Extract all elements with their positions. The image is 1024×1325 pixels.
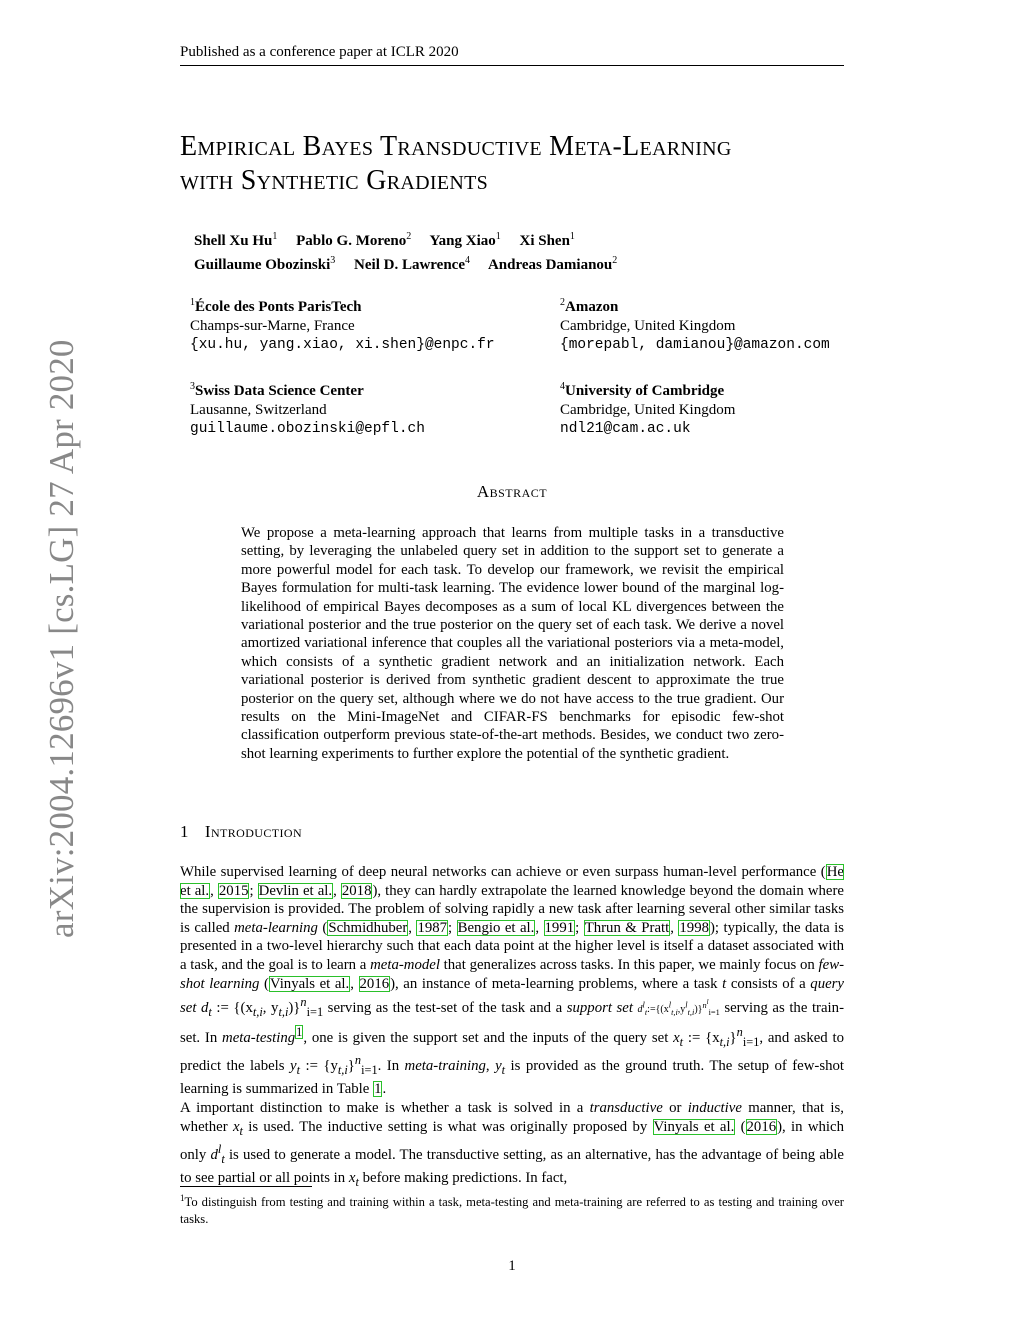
text: that generalizes across tasks. In this paper, we mainly focus on [439, 956, 819, 973]
author-sup: 1 [569, 231, 575, 242]
author: Andreas Damianou [487, 257, 613, 273]
math-sub: t [208, 1005, 212, 1020]
math: x [232, 1118, 240, 1135]
citation-link[interactable]: 1991 [544, 919, 575, 936]
citation-link[interactable]: 2018 [341, 882, 372, 899]
affiliation-1 [190, 293, 495, 355]
header-rule [180, 65, 844, 66]
arxiv-stamp: arXiv:2004.12696v1 [cs.LG] 27 Apr 2020 [42, 339, 81, 938]
math-sub: i=1 [742, 1034, 760, 1049]
citation-link[interactable]: Devlin et al. [258, 882, 333, 899]
text: is used. The inductive setting is what was originally proposed by [242, 1118, 653, 1135]
citation-link[interactable]: Bengio et al. [457, 919, 535, 936]
text: ( [735, 1118, 746, 1135]
text: , [485, 1058, 496, 1075]
text: serving as the test-set of the task and a [323, 1000, 567, 1017]
aff-email[interactable]: {xu.hu, yang.xiao, xi.shen}@enpc.fr [190, 337, 495, 353]
text: , [350, 975, 359, 992]
citation-link[interactable]: Thrun & Pratt [584, 919, 670, 936]
emphasis: query set [180, 975, 844, 1017]
emphasis: meta-testing [222, 1029, 296, 1046]
aff-email[interactable]: ndl21@cam.ac.uk [560, 421, 691, 437]
text: consists of a [726, 975, 811, 992]
author: Yang Xiao [429, 233, 496, 249]
aff-name: University of Cambridge [565, 383, 725, 399]
citation-link[interactable]: 2016 [359, 975, 390, 992]
text: manner, that is, whether [180, 1100, 845, 1135]
text: ( [317, 919, 328, 936]
title-line-1: Empirical Bayes Transductive Meta-Learning [180, 131, 732, 162]
math-sup: l [642, 1000, 645, 1010]
math-sub: t,i [337, 1063, 348, 1078]
aff-name: Swiss Data Science Center [195, 383, 364, 399]
math: := {x [683, 1029, 720, 1046]
citation-link[interactable]: 1987 [417, 919, 448, 936]
math-sup: n [736, 1024, 743, 1039]
math-labels [290, 1053, 378, 1078]
footnote-number: 1 [180, 1193, 185, 1203]
text: , [333, 882, 341, 899]
text: ; [249, 882, 258, 899]
affiliation-4 [560, 377, 735, 439]
math-sub: t [296, 1063, 301, 1078]
table-link[interactable]: 1 [374, 1080, 382, 1097]
math-query-set [201, 995, 324, 1020]
text: , [535, 919, 544, 936]
math-sup: n [354, 1053, 362, 1068]
math: x [673, 1029, 680, 1046]
math-sub: t,i [671, 1008, 678, 1018]
intro-paragraph-2 [180, 1099, 844, 1191]
abstract-heading: Abstract [476, 482, 548, 501]
math-sub: t [221, 1152, 225, 1167]
abstract-body: We propose a meta-learning approach that learns from multiple tasks in a transductive setting, by leveraging the unlabeled query set in addition to the support set to generate a more powerful model for each task. To develop our framework, we revisit the empirical Bayes formulation for multi-task learning. The evidence lower bound of the marginal log-likelihood of empirical Bayes decomposes as a sum of local KL divergences between the variational posterior and the true posterior on the query set of each task. We derive a novel amortized variational inference that couples all the variational posteriors via a meta-model, which consists of a synthetic gradient network and an initialization network. Each variational posterior is derived from synthetic gradient descent to approximate the true posterior on the query set, although where we do not have access to the true gradient. Our results on the Mini-ImageNet and CIFAR-FS benchmarks for episodic few-shot classification outperform previous state-of-the-art methods. Besides, we conduct two zero-shot learning experiments to further explore the potential of the synthetic gradient. [241, 525, 784, 762]
math-sub: t [501, 1063, 506, 1078]
math: t [722, 975, 727, 992]
math-query-inputs [673, 1024, 760, 1049]
math-sub: t [239, 1123, 243, 1138]
citation-link[interactable]: Schmidhuber [328, 919, 408, 936]
text: . In [377, 1058, 405, 1075]
text: While supervised learning of deep neural networks can achieve or even surpass human-level performance ( [180, 864, 826, 880]
author-line-2 [194, 251, 617, 275]
text: , and asked to predict the labels [180, 1029, 844, 1075]
math: ,y [677, 1004, 686, 1016]
text: ), they can hardly extrapolate the learned knowledge beyond the domain where the supervision is provided. The problem of solving rapidly a new task after learning several other similar tasks is called [180, 882, 844, 936]
math-sup: n [300, 995, 307, 1010]
math-sup: l [668, 1000, 672, 1010]
affiliation-3 [190, 377, 425, 439]
author-line-1 [194, 227, 617, 251]
citation-link[interactable]: Vinyals et al. [653, 1118, 735, 1135]
text: is used to generate a model. The transductive setting, as an alternative, has the advantage of being able to see partial or all points in [180, 1147, 844, 1186]
emphasis: few-shot learning [180, 956, 844, 992]
aff-sup: 2 [560, 297, 565, 308]
math: n [702, 1000, 707, 1010]
math-sub: i=1 [708, 1008, 720, 1018]
paper-title [180, 130, 860, 198]
footnote-link[interactable]: 1 [296, 1024, 303, 1039]
text: , [210, 882, 218, 899]
math-sub: i=1 [361, 1063, 378, 1078]
math-sub: t,i [252, 1005, 263, 1020]
math-sup: l [217, 1142, 222, 1157]
citation-link[interactable]: He et al. [180, 864, 844, 899]
math: d [637, 1004, 643, 1016]
math: :={(x [647, 1004, 669, 1016]
aff-place: Cambridge, United Kingdom [560, 318, 736, 334]
aff-name: Amazon [565, 299, 619, 315]
math: x [348, 1169, 356, 1186]
text: ( [259, 975, 269, 992]
text: ), an instance of meta-learning problems, where a task [390, 975, 723, 992]
math-sub: t [355, 1174, 359, 1189]
aff-sup: 3 [190, 381, 195, 392]
author-sup: 4 [465, 255, 470, 266]
citation-link[interactable]: Vinyals et al. [269, 975, 350, 992]
text: . [382, 1080, 387, 1097]
math-sub: t,i [719, 1034, 730, 1049]
author-sup: 3 [330, 255, 336, 266]
text: , [670, 919, 679, 936]
title-line-2: with Synthetic Gradients [180, 165, 489, 196]
affiliation-2 [560, 293, 830, 355]
math: )} [288, 1000, 301, 1017]
author: Shell Xu Hu [194, 233, 273, 249]
math-sub: t [644, 1008, 648, 1018]
author: Guillaume Obozinski [194, 257, 331, 273]
math-sub: t [679, 1034, 684, 1049]
footnote-text: To distinguish from testing and training within a task, meta-testing and meta-training are referred to as testing and training over tasks. [180, 1195, 844, 1226]
math-sup: l [685, 1000, 688, 1010]
math: y [495, 1058, 502, 1075]
math: y [290, 1058, 297, 1075]
author: Neil D. Lawrence [354, 257, 465, 273]
page-number: 1 [508, 1258, 516, 1274]
text: serving as the train-set. In [180, 1000, 844, 1046]
running-header: Published as a conference paper at ICLR 2020 [180, 44, 459, 60]
aff-place: Champs-sur-Marne, France [190, 318, 355, 334]
emphasis: support set [566, 1000, 633, 1017]
math: d [210, 1147, 218, 1164]
text: is provided as the ground truth. The setup of few-shot learning is summarized in Table [180, 1058, 844, 1097]
text: , [408, 919, 417, 936]
section-title: Introduction [204, 822, 303, 841]
text: , one is given the support set and the inputs of the query set [303, 1029, 674, 1046]
author: Xi Shen [519, 233, 570, 249]
section-heading [180, 822, 302, 842]
math-sub: t,i [687, 1008, 695, 1018]
math: } [347, 1058, 355, 1075]
math: )} [694, 1004, 703, 1016]
math-sub: t,i [278, 1005, 289, 1020]
text: ; [575, 919, 584, 936]
math: := {y [300, 1058, 338, 1075]
text: ); typically, the data is presented in a two-level hierarchy such that each data point at the higher level is itself a dataset associated with a task, and the goal is to learn a [180, 919, 844, 973]
math: := {(x [211, 1000, 253, 1017]
emphasis: transductive [589, 1100, 663, 1116]
footnote-rule [180, 1186, 312, 1187]
emphasis: inductive [687, 1100, 742, 1116]
text: ), in which only [180, 1118, 844, 1164]
aff-sup: 4 [560, 381, 565, 392]
author-sup: 1 [495, 231, 501, 242]
citation-link[interactable]: 2015 [218, 882, 249, 899]
math-sub: i=1 [306, 1005, 324, 1020]
aff-place: Lausanne, Switzerland [190, 402, 327, 418]
aff-name: École des Ponts ParisTech [195, 299, 362, 315]
text: or [662, 1100, 688, 1116]
emphasis: meta-model [370, 956, 440, 973]
aff-sup: 1 [190, 297, 195, 308]
emphasis: meta-training [404, 1058, 486, 1075]
emphasis: meta-learning [234, 919, 318, 936]
aff-place: Cambridge, United Kingdom [560, 402, 736, 418]
math-sup: l [706, 998, 709, 1007]
author-sup: 1 [272, 231, 278, 242]
intro-paragraph-1 [180, 863, 844, 1098]
citation-link[interactable]: 2016 [746, 1118, 777, 1135]
math-support-set [637, 998, 720, 1018]
author-sup: 2 [612, 255, 618, 266]
author-list [194, 227, 617, 275]
citation-link[interactable]: 1998 [679, 919, 709, 936]
aff-email[interactable]: guillaume.obozinski@epfl.ch [190, 421, 425, 437]
section-number: 1 [180, 822, 189, 841]
author: Pablo G. Moreno [296, 233, 407, 249]
math: , y [262, 1000, 279, 1017]
aff-email[interactable]: {morepabl, damianou}@amazon.com [560, 337, 830, 353]
text: before making predictions. In fact, [358, 1169, 568, 1186]
math: } [729, 1029, 737, 1046]
text: ; [448, 919, 457, 936]
math: d [201, 1000, 209, 1017]
text: A important distinction to make is whether a task is solved in a [180, 1100, 590, 1116]
author-sup: 2 [406, 231, 412, 242]
footnote [180, 1190, 844, 1227]
